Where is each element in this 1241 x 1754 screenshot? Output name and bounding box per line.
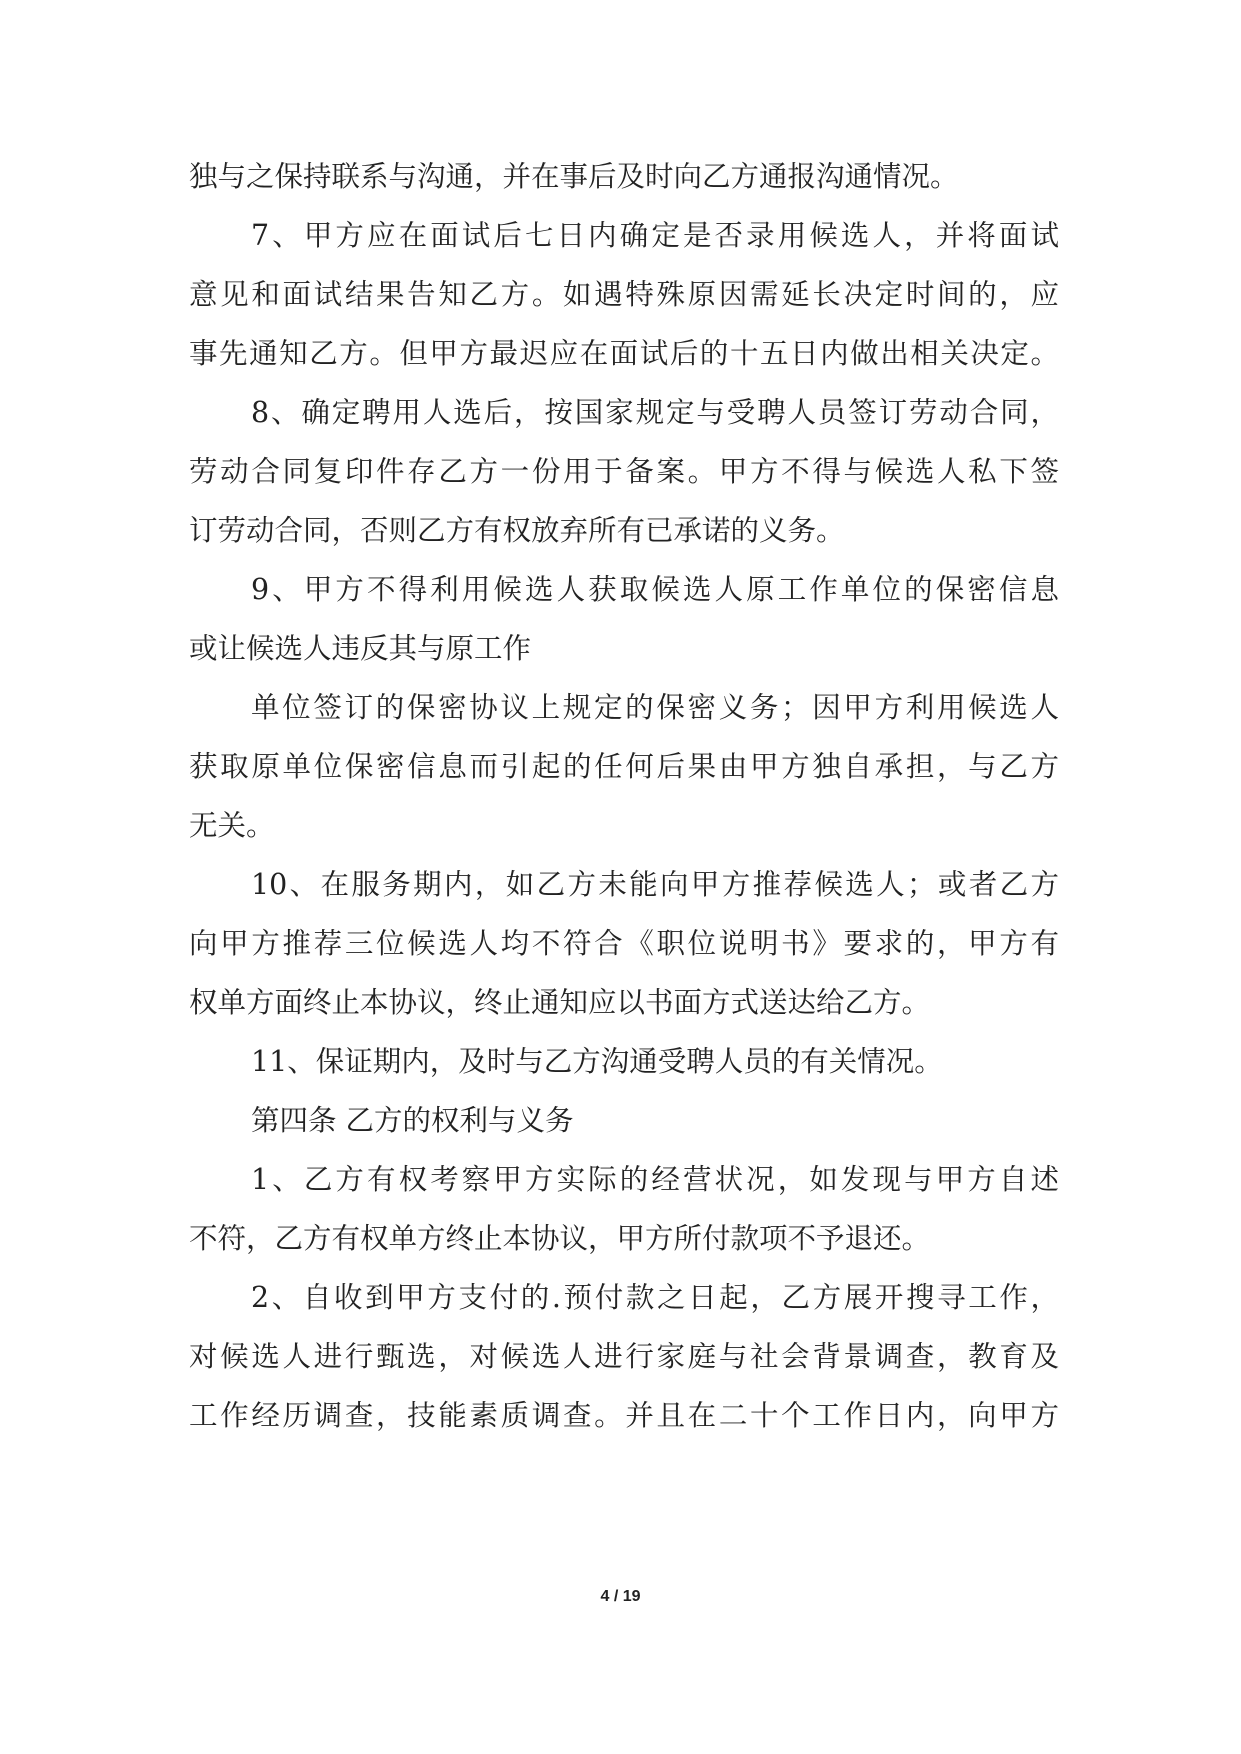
text-line: 7、甲方应在面试后七日内确定是否录用候选人，并将面试: [251, 219, 1059, 252]
text-line: 单位签订的保密协议上规定的保密义务；因甲方利用候选人: [251, 691, 1059, 724]
text-line: 10、在服务期内，如乙方未能向甲方推荐候选人；或者乙方: [251, 868, 1059, 901]
text-line: 8、确定聘用人选后，按国家规定与受聘人员签订劳动合同，: [251, 396, 1059, 429]
text-line: 或让候选人违反其与原工作: [189, 632, 532, 665]
text-line: 2、自收到甲方支付的.预付款之日起，乙方展开搜寻工作，: [251, 1281, 1059, 1314]
text-line: 向甲方推荐三位候选人均不符合《职位说明书》要求的，甲方有: [189, 927, 1059, 960]
text-line: 订劳动合同，否则乙方有权放弃所有已承诺的义务。: [189, 514, 845, 547]
text-line: 工作经历调查，技能素质调查。并且在二十个工作日内，向甲方: [189, 1399, 1059, 1432]
text-line: 无关。: [189, 809, 275, 842]
text-line: 11、保证期内，及时与乙方沟通受聘人员的有关情况。: [251, 1045, 943, 1078]
text-line: 对候选人进行甄选，对候选人进行家庭与社会背景调查，教育及: [189, 1340, 1059, 1373]
text-line: 获取原单位保密信息而引起的任何后果由甲方独自承担，与乙方: [189, 750, 1059, 783]
text-line: 不符，乙方有权单方终止本协议，甲方所付款项不予退还。: [189, 1222, 931, 1255]
text-line: 事先通知乙方。但甲方最迟应在面试后的十五日内做出相关决定。: [189, 337, 1059, 370]
text-line: 劳动合同复印件存乙方一份用于备案。甲方不得与候选人私下签: [189, 455, 1059, 488]
text-line: 独与之保持联系与沟通，并在事后及时向乙方通报沟通情况。: [189, 160, 959, 193]
text-line: 9、甲方不得利用候选人获取候选人原工作单位的保密信息: [251, 573, 1059, 606]
section-heading: 第四条 乙方的权利与义务: [251, 1104, 574, 1137]
text-line: 1、乙方有权考察甲方实际的经营状况，如发现与甲方自述: [251, 1163, 1059, 1196]
text-line: 权单方面终止本协议，终止通知应以书面方式送达给乙方。: [189, 986, 931, 1019]
text-line: 意见和面试结果告知乙方。如遇特殊原因需延长决定时间的，应: [189, 278, 1059, 311]
page-number: 4 / 19: [600, 1588, 641, 1605]
